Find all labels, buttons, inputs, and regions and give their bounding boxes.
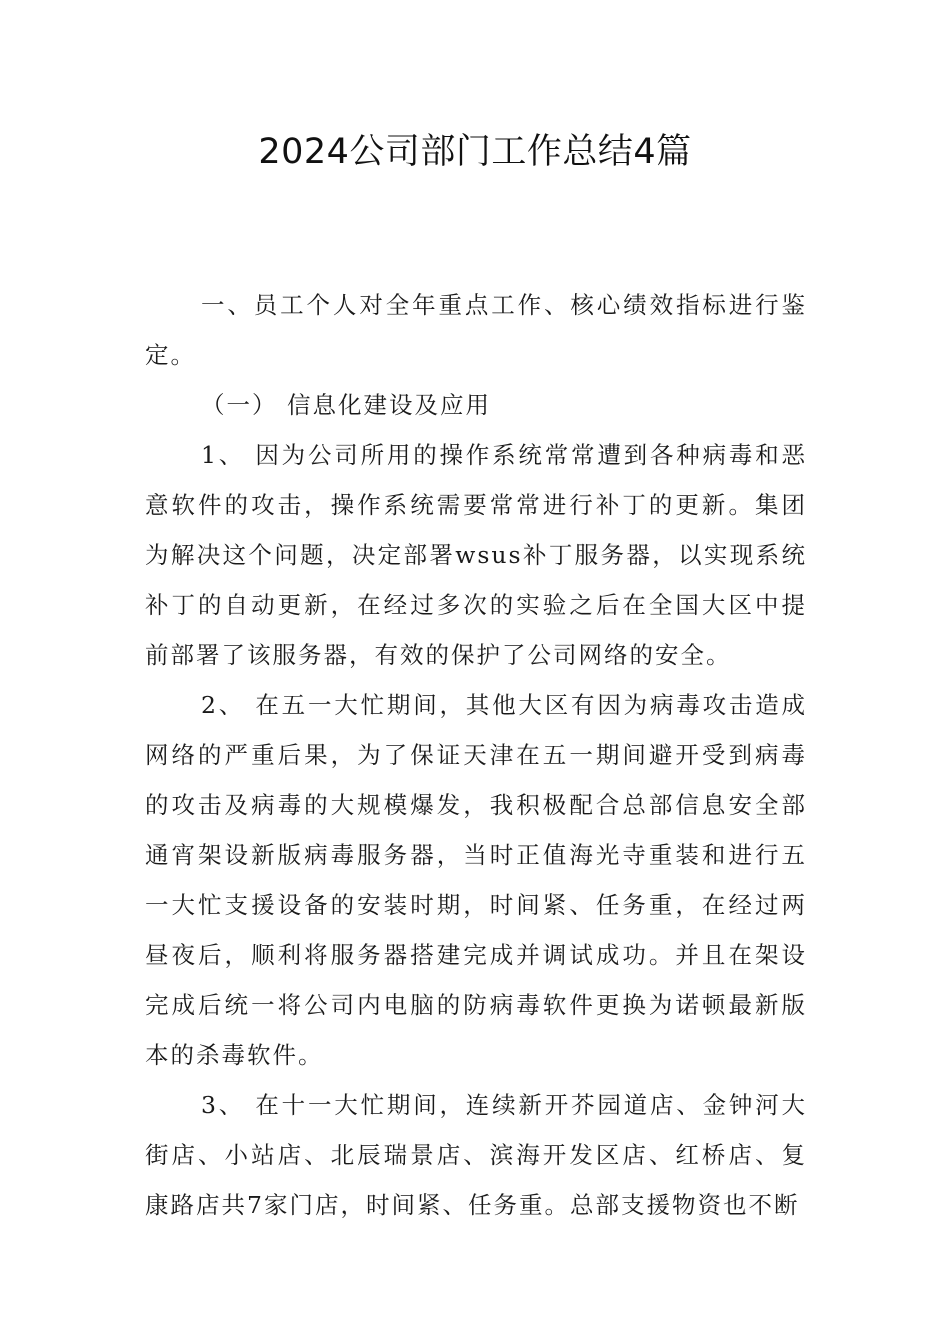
paragraph-item-2: 2、 在五一大忙期间，其他大区有因为病毒攻击造成网络的严重后果，为了保证天津在五一期间避开受到病毒的攻击及病毒的大规模爆发，我积极配合总部信息安全部通宵架设新版病毒服务器，当时正值海光寺重装和进行五一大忙支援设备的安装时期，时间紧、任务重，在经过两昼夜后，顺利将服务器搭建完成并调试成功。并且在架设完成后统一将公司内电脑的防病毒软件更换为诺顿最新版本的杀毒软件。 (145, 691, 807, 1069)
document-title: 2024公司部门工作总结4篇 (258, 132, 692, 172)
paragraph-item-3: 3、 在十一大忙期间，连续新开芥园道店、金钟河大街店、小站店、北辰瑞景店、滨海开发区店、红桥店、复康路店共7家门店，时间紧、任务重。总部支援物资也不断 (145, 1091, 807, 1219)
document-body (145, 280, 807, 1230)
paragraph-subsection-heading: （一） 信息化建设及应用 (201, 391, 491, 419)
paragraph-item-1: 1、 因为公司所用的操作系统常常遭到各种病毒和恶意软件的攻击，操作系统需要常常进行补丁的更新。集团为解决这个问题，决定部署wsus补丁服务器，以实现系统补丁的自动更新，在经过多次的实验之后在全国大区中提前部署了该服务器，有效的保护了公司网络的安全。 (145, 441, 807, 669)
paragraph-section-heading: 一、员工个人对全年重点工作、核心绩效指标进行鉴定。 (145, 291, 807, 369)
